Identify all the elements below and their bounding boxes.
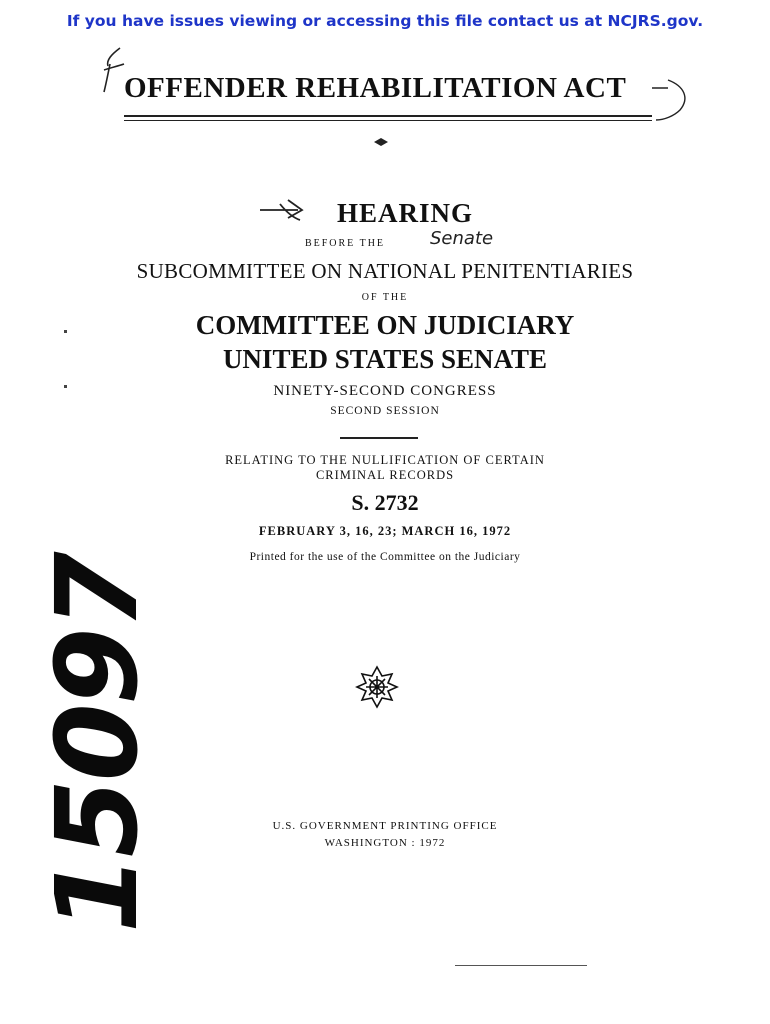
bottom-rule <box>455 965 587 966</box>
subcommittee-name: SUBCOMMITTEE ON NATIONAL PENITENTIARIES <box>136 259 634 283</box>
committee-name: COMMITTEE ON JUDICIARY <box>195 310 575 340</box>
publisher-line-2: WASHINGTON : 1972 <box>324 837 446 849</box>
hearing-dates: FEBRUARY 3, 16, 23; MARCH 16, 1972 <box>258 524 512 538</box>
margin-speck <box>64 385 67 388</box>
handwritten-bracket-icon <box>650 76 698 126</box>
hearing-heading: HEARING <box>336 198 473 228</box>
handwritten-accession-number <box>8 553 188 933</box>
session-text: SECOND SESSION <box>330 405 440 417</box>
margin-speck <box>64 330 67 333</box>
ncjrs-banner[interactable]: If you have issues viewing or accessing this file contact us at NCJRS.gov. <box>66 12 704 30</box>
title-rule-top <box>124 115 652 117</box>
publisher-line-1: U.S. GOVERNMENT PRINTING OFFICE <box>272 820 498 832</box>
section-divider <box>340 437 418 439</box>
relating-line-1: RELATING TO THE NULLIFICATION OF CERTAIN <box>225 453 545 467</box>
title-rule-bottom <box>124 120 652 121</box>
senate-name: UNITED STATES SENATE <box>222 344 548 374</box>
printing-office-seal-icon <box>354 664 400 710</box>
of-the-text: OF THE <box>361 292 409 303</box>
congress-text: NINETY-SECOND CONGRESS <box>273 383 497 399</box>
relating-text <box>0 453 770 483</box>
document-title: OFFENDER REHABILITATION ACT <box>124 72 627 104</box>
ornament-icon <box>373 136 389 148</box>
before-the-text: BEFORE THE <box>304 238 386 249</box>
relating-line-2: CRIMINAL RECORDS <box>315 468 455 482</box>
bill-number: S. 2732 <box>351 490 419 515</box>
accession-number-text: 15097 <box>33 553 163 933</box>
printed-for-text: Printed for the use of the Committee on the Judiciary <box>249 551 521 563</box>
handwritten-insert: Senate <box>430 228 494 249</box>
